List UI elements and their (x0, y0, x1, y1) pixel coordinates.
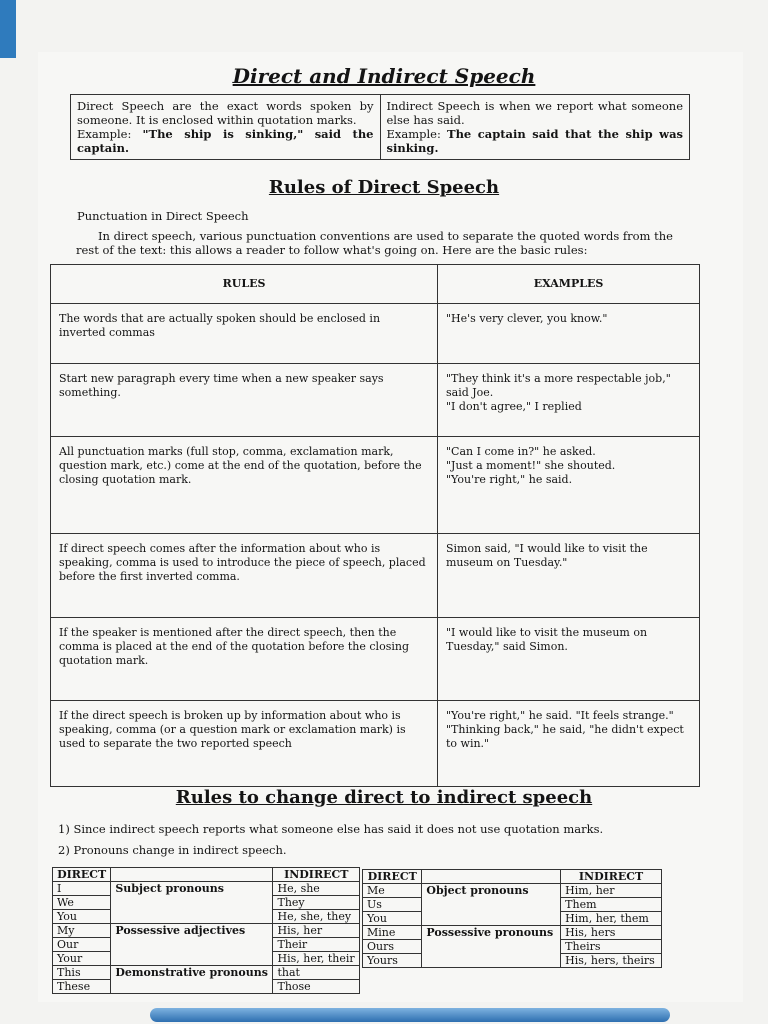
rule-row (51, 437, 700, 534)
direct-pronoun: You (363, 912, 422, 926)
direct-pronoun: Your (53, 952, 111, 966)
page-title: Direct and Indirect Speech (232, 64, 536, 88)
intro-paragraph: In direct speech, various punctuation conventions are used to separate the quoted words from the rest of the text: this allows a reader to follow what's going on. Here are the basic rules: (76, 229, 673, 257)
example-line: "They think it's a more respectable job," said Joe. (446, 372, 671, 399)
direct-pronoun: You (53, 910, 111, 924)
direct-pronoun: These (53, 980, 111, 994)
rule-examples (438, 618, 700, 701)
rule-examples (438, 364, 700, 437)
direct-pronoun: Ours (363, 940, 422, 954)
rule-text: All punctuation marks (full stop, comma, exclamation mark, question mark, etc.) come at the end of the quotation, before the closing quotation mark. (51, 437, 438, 534)
pronoun-group-label: Subject pronouns (111, 882, 273, 924)
indirect-example: The captain said that the ship was sinking. (386, 127, 683, 155)
indirect-pronoun: Him, her (561, 884, 662, 898)
rule-row (51, 364, 700, 437)
indirect-definition-cell (380, 95, 690, 160)
pronoun-header: DIRECT (363, 870, 422, 884)
rule-text: If direct speech comes after the information about who is speaking, comma is used to introduce the piece of speech, placed before the first inverted comma. (51, 534, 438, 618)
definition-table (70, 94, 690, 160)
pronoun-row (363, 926, 662, 940)
example-line: Simon said, "I would like to visit the museum on Tuesday." (446, 542, 648, 569)
pronoun-group-label: Possessive pronouns (422, 926, 561, 968)
indirect-pronoun: His, her, their (273, 952, 360, 966)
indirect-pronoun: He, she, they (273, 910, 360, 924)
pronoun-table-right (362, 869, 662, 968)
rule-row (51, 618, 700, 701)
indirect-pronoun: Their (273, 938, 360, 952)
pronoun-header (422, 870, 561, 884)
pronoun-row (53, 882, 360, 896)
rule-text: If the direct speech is broken up by information about who is speaking, comma (or a question mark or exclamation mark) is used to separate the two reported speech (51, 701, 438, 787)
rule-examples (438, 701, 700, 787)
indirect-pronoun: Him, her, them (561, 912, 662, 926)
example-line: "I don't agree," I replied (446, 400, 582, 413)
direct-pronoun: Mine (363, 926, 422, 940)
pronoun-header: INDIRECT (273, 868, 360, 882)
indirect-definition: Indirect Speech is when we report what someone else has said. (386, 99, 683, 127)
pronoun-header: DIRECT (53, 868, 111, 882)
example-line: "You're right," he said. (446, 473, 573, 486)
rule-text: Start new paragraph every time when a new speaker says something. (51, 364, 438, 437)
pronoun-header (111, 868, 273, 882)
pronoun-row (53, 966, 360, 980)
example-line: "You're right," he said. "It feels strange." (446, 709, 674, 722)
direct-pronoun: Us (363, 898, 422, 912)
subsection-label: Punctuation in Direct Speech (77, 209, 249, 223)
pronoun-group-label: Object pronouns (422, 884, 561, 926)
direct-example: "The ship is sinking," said the captain. (77, 127, 374, 155)
pen-object (150, 1008, 670, 1022)
rule-row (51, 534, 700, 618)
rule-examples (438, 437, 700, 534)
indirect-pronoun: His, hers, theirs (561, 954, 662, 968)
example-line: "I would like to visit the museum on Tuesday," said Simon. (446, 626, 648, 653)
rule-examples (438, 534, 700, 618)
example-line: "He's very clever, you know." (446, 312, 608, 325)
direct-pronoun: Our (53, 938, 111, 952)
examples-header: EXAMPLES (438, 265, 700, 304)
rules-table (50, 264, 700, 787)
indirect-pronoun: He, she (273, 882, 360, 896)
indirect-pronoun: Them (561, 898, 662, 912)
direct-pronoun: Me (363, 884, 422, 898)
pronoun-table-left (52, 867, 360, 994)
example-line: "Just a moment!" she shouted. (446, 459, 616, 472)
rule-text: The words that are actually spoken should be enclosed in inverted commas (51, 304, 438, 364)
direct-pronoun: Yours (363, 954, 422, 968)
rule-examples (438, 304, 700, 364)
indirect-pronoun: His, her (273, 924, 360, 938)
direct-pronoun: We (53, 896, 111, 910)
rule-note-1: 1) Since indirect speech reports what someone else has said it does not use quotation marks. (58, 822, 604, 836)
rule-row (51, 304, 700, 364)
indirect-pronoun: His, hers (561, 926, 662, 940)
indirect-example-label: Example: (386, 127, 441, 141)
example-line: "Can I come in?" he asked. (446, 445, 596, 458)
indirect-pronoun: They (273, 896, 360, 910)
direct-pronoun: I (53, 882, 111, 896)
pronoun-row (53, 924, 360, 938)
rule-text: If the speaker is mentioned after the direct speech, then the comma is placed at the end of the quotation before the closing quotation mark. (51, 618, 438, 701)
direct-pronoun: My (53, 924, 111, 938)
section-title-direct-rules: Rules of Direct Speech (268, 177, 500, 198)
pronoun-header: INDIRECT (561, 870, 662, 884)
rule-note-2: 2) Pronouns change in indirect speech. (58, 843, 287, 857)
rule-row (51, 701, 700, 787)
direct-pronoun: This (53, 966, 111, 980)
example-line: "Thinking back," he said, "he didn't expect to win." (446, 723, 684, 750)
rules-header: RULES (51, 265, 438, 304)
binder-edge (0, 0, 16, 58)
indirect-pronoun: that (273, 966, 360, 980)
section-title-indirect-rules: Rules to change direct to indirect speech (175, 787, 593, 808)
pronoun-row (363, 884, 662, 898)
direct-definition: Direct Speech are the exact words spoken by someone. It is enclosed within quotation marks. (77, 99, 374, 127)
indirect-pronoun: Theirs (561, 940, 662, 954)
pronoun-group-label: Demonstrative pronouns (111, 966, 273, 994)
indirect-pronoun: Those (273, 980, 360, 994)
direct-definition-cell (71, 95, 381, 160)
direct-example-label: Example: (77, 127, 132, 141)
pronoun-group-label: Possessive adjectives (111, 924, 273, 966)
